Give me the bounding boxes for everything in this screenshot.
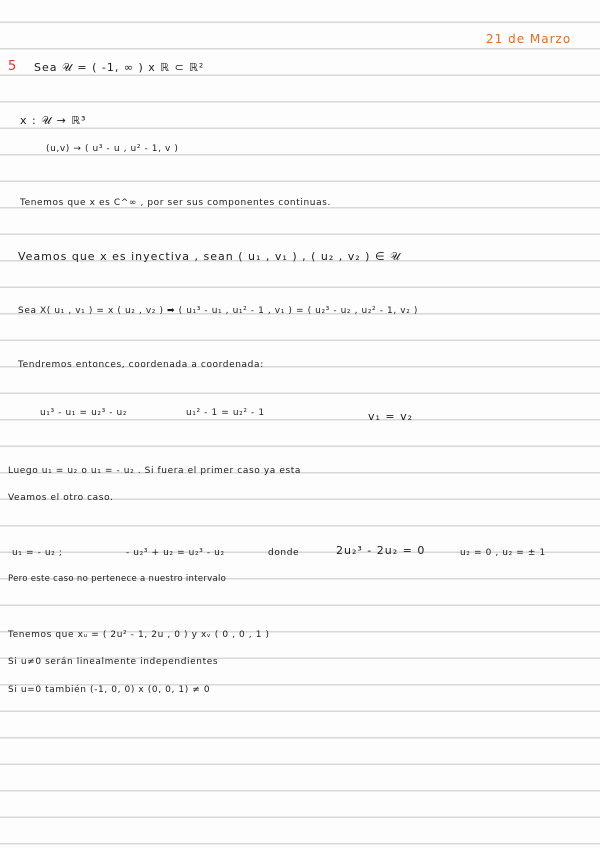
problem-number: 5 [8,59,18,74]
luego-statement: Luego u₁ = u₂ o u₁ = - u₂ . Si fuera el primer caso ya esta [8,466,301,476]
equation-second-coordinate: u₁² - 1 = u₂² - 1 [186,408,265,418]
other-case-statement: Veamos el otro caso. [8,493,114,503]
case-solutions: u₂ = 0 , u₂ = ± 1 [460,548,546,558]
smoothness-statement: Tenemos que x es C^∞ , por ser sus componentes continuas. [20,198,331,208]
interval-remark: Pero este caso no pertenece a nuestro intervalo [8,574,227,584]
case-equation: - u₂³ + u₂ = u₂³ - u₂ [126,548,225,558]
coordinate-statement: Tendremos entonces, coordenada a coordenada: [18,360,264,370]
domain-definition: Sea 𝒰 = ( -1, ∞ ) x ℝ ⊂ ℝ² [34,61,205,74]
case-condition: u₁ = - u₂ ; [12,548,63,558]
case-donde: donde [268,548,300,558]
injectivity-statement: Veamos que x es inyectiva , sean ( u₁ , v₁ ) , ( u₂ , v₂ ) ∈ 𝒰 [18,250,401,263]
case-cubic-equation: 2u₂³ - 2u₂ = 0 [336,544,426,557]
equation-first-coordinate: u₁³ - u₁ = u₂³ - u₂ [40,408,128,418]
map-definition: x : 𝒰 → ℝ³ [20,114,87,127]
injectivity-equation: Sea X( u₁ , v₁ ) = x ( u₂ , v₂ ) ➡ ( u₁³ - u₁ , u₁² - 1 , v₁ ) = ( u₂³ - u₂ , u₂² - 1, v₂ ) [18,306,418,316]
date-heading: 21 de Marzo [486,32,572,46]
zero-case-statement: Si u=0 también (-1, 0, 0) x (0, 0, 1) ≠ 0 [8,685,211,695]
partial-derivatives: Tenemos que xᵤ = ( 2u² - 1, 2u , 0 ) y xᵥ ( 0 , 0 , 1 ) [8,630,270,640]
equation-third-coordinate: v₁ = v₂ [368,410,414,423]
independence-statement: Si u≠0 serán linealmente independientes [8,657,219,667]
map-formula: (u,v) → ( u³ - u , u² - 1, v ) [46,144,179,154]
